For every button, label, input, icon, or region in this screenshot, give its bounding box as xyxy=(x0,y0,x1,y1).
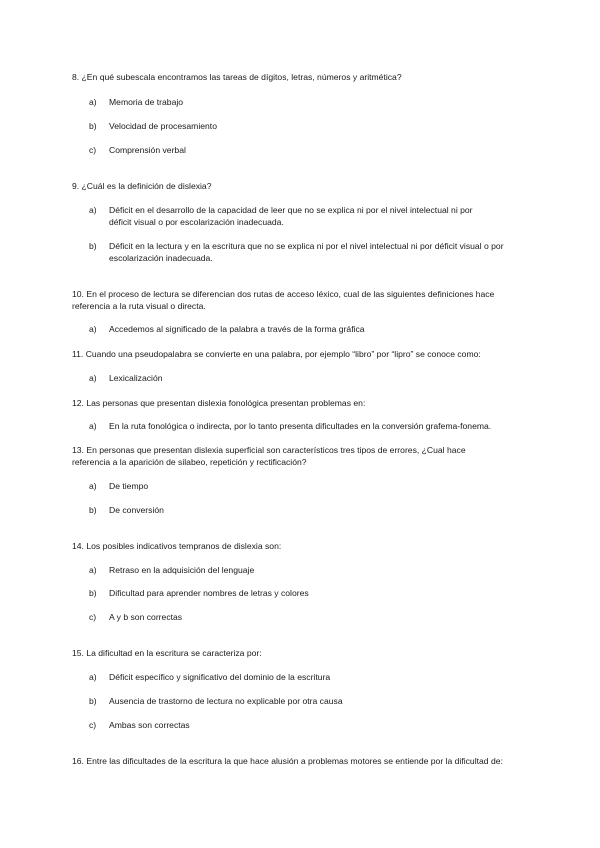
option-text: Comprensión verbal xyxy=(109,145,186,155)
question-11-stem: 11. Cuando una pseudopalabra se convierte en una palabra, por ejemplo “libro” por “lipro” se conoce como: xyxy=(72,349,481,359)
option-text: Dificultad para aprender nombres de letras y colores xyxy=(109,588,309,598)
option-letter: b) xyxy=(89,696,97,706)
option-text: Ausencia de trastorno de lectura no explicable por otra causa xyxy=(109,696,343,706)
option-letter: a) xyxy=(89,97,97,107)
option-text: En la ruta fonológica o indirecta, por lo tanto presenta dificultades en la conversión grafema-fonema. xyxy=(109,421,492,431)
question-13-stem: referencia a la aparición de silabeo, repetición y rectificación? xyxy=(72,457,307,467)
option-letter: b) xyxy=(89,241,97,251)
option-letter: a) xyxy=(89,672,97,682)
question-12-stem: 12. Las personas que presentan dislexia fonológica presentan problemas en: xyxy=(72,398,366,408)
option-text: Déficit específico y significativo del dominio de la escritura xyxy=(109,672,331,682)
option-text: A y b son correctas xyxy=(109,612,183,622)
option-letter: a) xyxy=(89,421,97,431)
option-letter: a) xyxy=(89,373,97,383)
question-16-stem: 16. Entre las dificultades de la escritura la que hace alusión a problemas motores se entiende por la dificultad de: xyxy=(72,756,503,766)
option-letter: a) xyxy=(89,205,97,215)
option-text: Lexicalización xyxy=(109,373,163,383)
question-10-stem: 10. En el proceso de lectura se diferencian dos rutas de acceso léxico, cual de las siguientes definiciones hace xyxy=(72,289,495,299)
question-8-stem: 8. ¿En qué subescala encontramos las tareas de dígitos, letras, números y aritmética? xyxy=(72,72,402,82)
option-letter: b) xyxy=(89,588,97,598)
question-13-stem: 13. En personas que presentan dislexia superficial son característicos tres tipos de errores, ¿Cual hace xyxy=(72,445,466,455)
option-text: Accedemos al significado de la palabra a través de la forma gráfica xyxy=(109,324,365,334)
option-letter: c) xyxy=(89,612,97,622)
option-letter: a) xyxy=(89,324,97,334)
question-14-stem: 14. Los posibles indicativos tempranos de dislexia son: xyxy=(72,541,282,551)
option-text: Velocidad de procesamiento xyxy=(109,121,217,131)
option-letter: c) xyxy=(89,720,97,730)
question-9-stem: 9. ¿Cuál es la definición de dislexia? xyxy=(72,181,212,191)
option-text: Déficit en el desarrollo de la capacidad de leer que no se explica ni por el nivel intelectual ni por xyxy=(109,205,473,215)
option-text: De conversión xyxy=(109,505,164,515)
option-text: escolarización inadecuada. xyxy=(109,253,213,263)
question-15-stem: 15. La dificultad en la escritura se caracteriza por: xyxy=(72,648,262,658)
option-text: Retraso en la adquisición del lenguaje xyxy=(109,565,255,575)
option-text: Memoria de trabajo xyxy=(109,97,184,107)
option-letter: a) xyxy=(89,565,97,575)
option-text: De tiempo xyxy=(109,481,149,491)
option-text: déficit visual o por escolarización inadecuada. xyxy=(109,217,284,227)
option-letter: a) xyxy=(89,481,97,491)
option-letter: c) xyxy=(89,145,97,155)
option-letter: b) xyxy=(89,121,97,131)
option-text: Ambas son correctas xyxy=(109,720,190,730)
option-text: Déficit en la lectura y en la escritura que no se explica ni por el nivel intelectual ni por déficit visual o por xyxy=(109,241,504,251)
option-letter: b) xyxy=(89,505,97,515)
question-10-stem: referencia a la ruta visual o directa. xyxy=(72,301,206,311)
